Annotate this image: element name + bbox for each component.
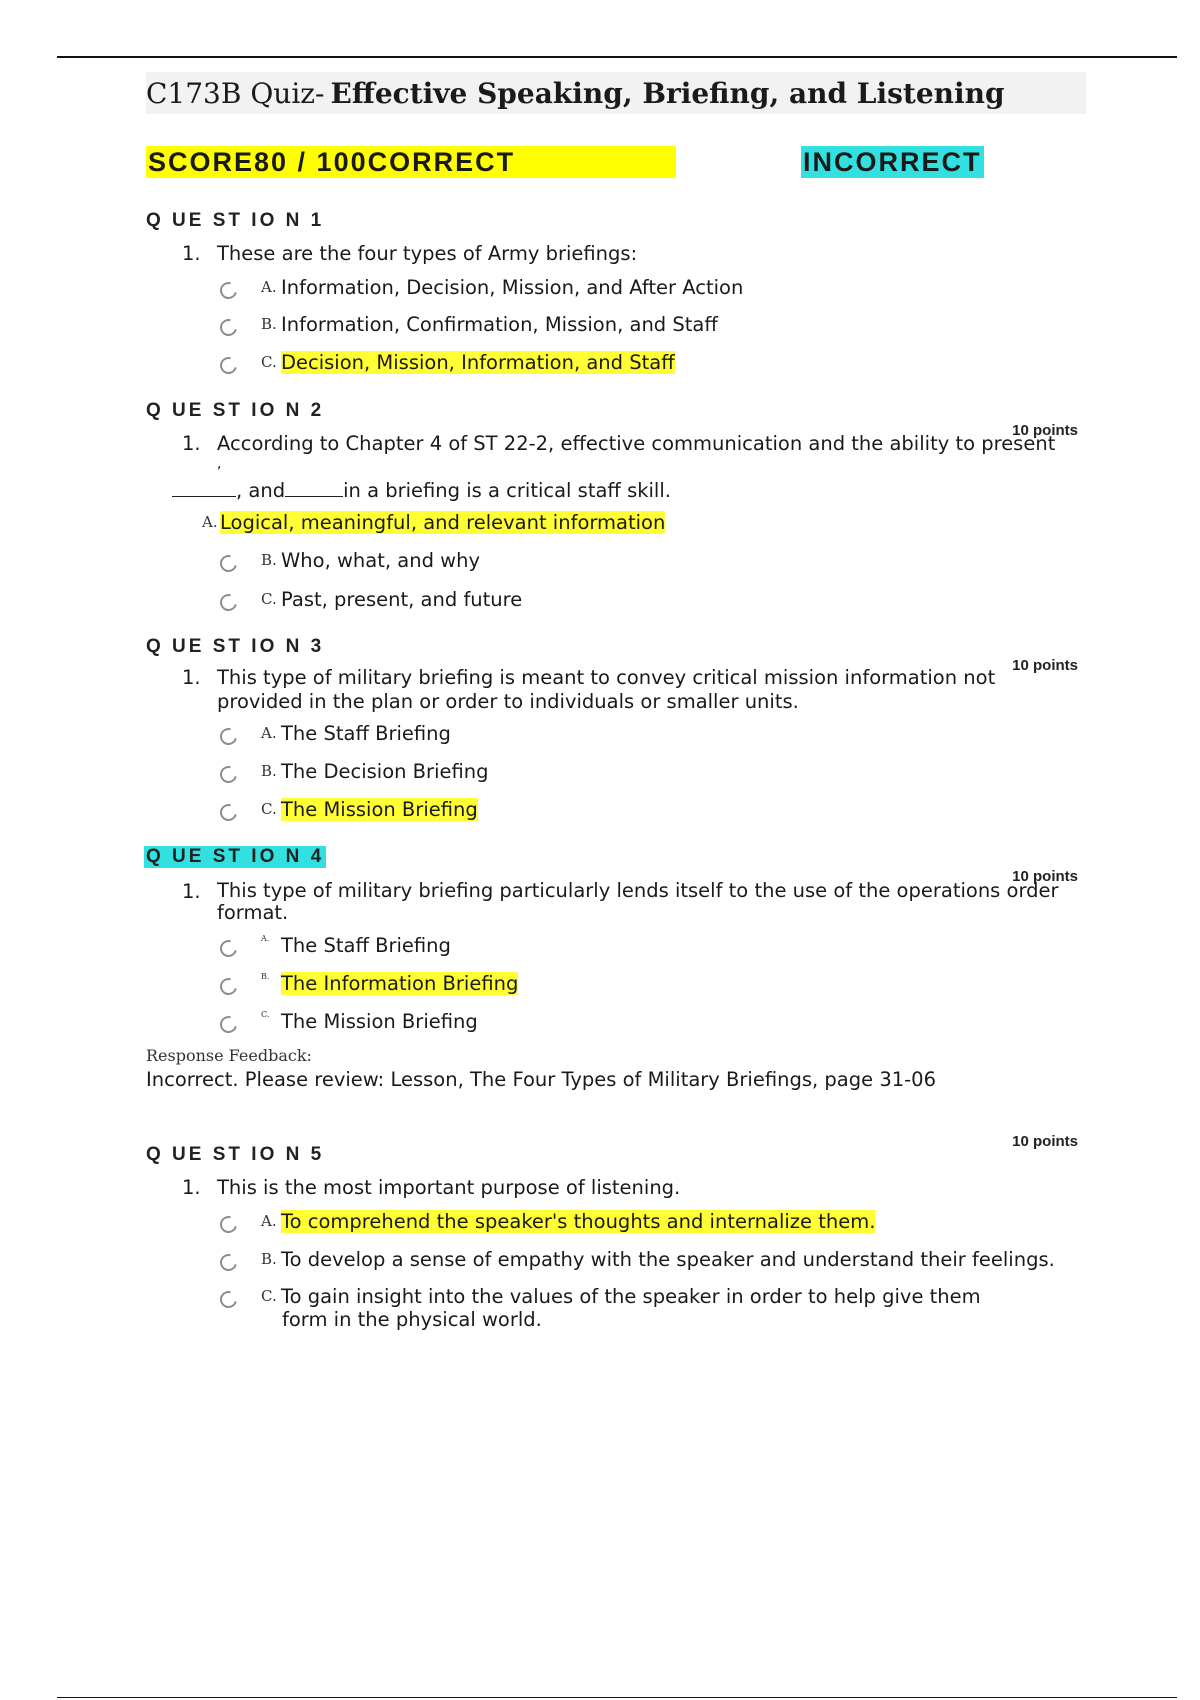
question-5-option-b[interactable]	[220, 1244, 1055, 1274]
option-letter: B.	[261, 1250, 277, 1268]
option-text-correct: Decision, Mission, Information, and Staff	[281, 350, 675, 374]
radio-icon[interactable]	[217, 724, 240, 747]
question-1-stem: These are the four types of Army briefings:	[217, 242, 638, 265]
option-text: To develop a sense of empathy with the speaker and understand their feelings.	[281, 1247, 1055, 1271]
question-3-option-a[interactable]	[220, 718, 451, 748]
question-2-stem-line2	[172, 478, 671, 502]
option-text: The Staff Briefing	[281, 933, 451, 957]
question-5-stem: This is the most important purpose of listening.	[217, 1176, 681, 1199]
option-text: The Staff Briefing	[281, 721, 451, 745]
question-3-label: Q UE ST IO N 3	[146, 636, 325, 657]
radio-icon[interactable]	[217, 278, 240, 301]
question-1-option-b[interactable]	[220, 309, 718, 339]
option-text: Information, Decision, Mission, and After Action	[281, 275, 744, 299]
question-5-number: 1.	[182, 1176, 201, 1199]
radio-icon[interactable]	[217, 1012, 240, 1035]
option-text-correct	[220, 511, 665, 534]
option-letter: C.	[261, 353, 277, 371]
radio-icon[interactable]	[217, 1250, 240, 1273]
radio-icon[interactable]	[217, 353, 240, 376]
option-letter: B.	[261, 551, 277, 569]
page-title	[146, 72, 1086, 114]
question-1-number: 1.	[182, 242, 201, 265]
question-5-option-c[interactable]	[220, 1281, 981, 1311]
radio-icon[interactable]	[217, 551, 240, 574]
question-2-label: Q UE ST IO N 2	[146, 400, 325, 421]
response-feedback-label: Response Feedback:	[146, 1046, 312, 1065]
question-2-number: 1.	[182, 432, 201, 455]
title-prefix: C173B Quiz-	[146, 76, 325, 110]
option-text: The Mission Briefing	[281, 1009, 478, 1033]
radio-icon[interactable]	[217, 1287, 240, 1310]
option-letter: C.	[261, 1010, 270, 1019]
bottom-rule	[57, 1697, 1177, 1698]
question-3-option-c[interactable]	[220, 794, 478, 824]
question-5-option-c-line2: form in the physical world.	[282, 1308, 542, 1331]
option-text: Information, Confirmation, Mission, and Staff	[281, 312, 718, 336]
option-letter: A.	[261, 724, 277, 742]
option-letter: C.	[261, 800, 277, 818]
question-2-option-b[interactable]	[220, 545, 480, 575]
question-4-number: 1.	[182, 880, 201, 903]
question-4-option-b[interactable]	[220, 968, 518, 998]
question-2-points: 10 points	[1012, 422, 1078, 439]
option-text: Past, present, and future	[281, 587, 523, 611]
stem-tail: in a briefing is a critical staff skill.	[343, 479, 671, 502]
question-2-stem-comma: ,	[217, 456, 222, 472]
option-letter: A.	[261, 278, 277, 296]
question-1-label: Q UE ST IO N 1	[146, 210, 325, 231]
option-letter: A.	[202, 513, 218, 531]
question-2-option-c[interactable]	[220, 584, 522, 614]
radio-icon[interactable]	[217, 590, 240, 613]
option-letter: B.	[261, 315, 277, 333]
radio-icon[interactable]	[217, 315, 240, 338]
option-letter: B.	[261, 972, 270, 981]
option-text: The Decision Briefing	[281, 759, 489, 783]
question-2-stem: According to Chapter 4 of ST 22-2, effective communication and the ability to present	[217, 432, 1056, 455]
option-letter: C.	[261, 1287, 277, 1305]
radio-icon[interactable]	[217, 800, 240, 823]
radio-icon[interactable]	[217, 974, 240, 997]
question-5-option-a[interactable]	[220, 1206, 875, 1236]
question-1-option-c[interactable]	[220, 347, 675, 377]
option-text: Logical, meaningful, and relevant information	[220, 510, 666, 534]
question-4-stem: This type of military briefing particularly lends itself to the use of the operations order format.	[217, 879, 1059, 924]
option-text: Who, what, and why	[281, 548, 480, 572]
incorrect-legend: INCORRECT	[803, 146, 982, 177]
option-letter: A.	[261, 934, 270, 943]
question-3-option-b[interactable]	[220, 756, 489, 786]
option-text-correct: The Information Briefing	[281, 971, 519, 995]
question-3-points: 10 points	[1012, 657, 1078, 674]
question-3-number: 1.	[182, 666, 201, 689]
question-5-label: Q UE ST IO N 5	[146, 1144, 325, 1165]
blank-line	[285, 478, 343, 497]
radio-icon[interactable]	[217, 762, 240, 785]
radio-icon[interactable]	[217, 936, 240, 959]
question-4-points: 10 points	[1012, 868, 1078, 885]
question-4-label: Q UE ST IO N 4	[146, 846, 325, 867]
response-feedback-text: Incorrect. Please review: Lesson, The Four Types of Military Briefings, page 31-06	[146, 1068, 936, 1091]
option-letter: B.	[261, 762, 277, 780]
option-letter: A.	[261, 1212, 277, 1230]
option-text: To gain insight into the values of the speaker in order to help give them	[281, 1284, 981, 1308]
score-summary: SCORE80 / 100CORRECT	[146, 146, 676, 178]
blank-line	[172, 478, 236, 497]
question-3-stem: This type of military briefing is meant to convey critical mission information not provided in the plan or order to individuals or smaller units.	[217, 666, 996, 713]
question-4-option-a[interactable]	[220, 930, 451, 960]
radio-icon[interactable]	[217, 1212, 240, 1235]
question-5-points: 10 points	[1012, 1133, 1078, 1150]
title-main: Effective Speaking, Briefing, and Listening	[330, 76, 1005, 110]
option-letter: C.	[261, 590, 277, 608]
option-text-correct: The Mission Briefing	[281, 797, 478, 821]
stem-and: , and	[236, 479, 286, 502]
question-2-option-a[interactable]	[202, 507, 665, 537]
top-rule	[57, 56, 1177, 58]
question-4-option-c[interactable]	[220, 1006, 478, 1036]
option-text-correct: To comprehend the speaker's thoughts and internalize them.	[281, 1209, 876, 1233]
question-1-option-a[interactable]	[220, 272, 743, 302]
